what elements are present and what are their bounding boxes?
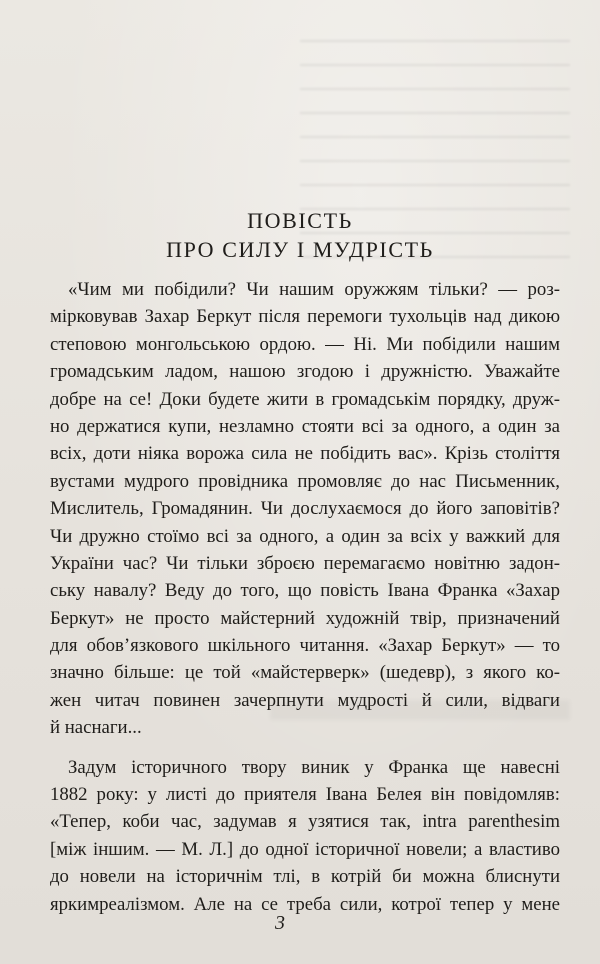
- text-line: но держатися купи, незламно стояти всі за одного, а один за: [50, 415, 560, 437]
- text-line: Задум історичного твору виник у Франка ще навесні: [68, 756, 560, 778]
- text-line: для обов’язкового шкільного читання. «Захар Беркут» — то: [50, 635, 560, 657]
- body-text: [50, 276, 560, 918]
- text-line: Мислитель, Громадянин. Чи дослухаємося до його заповітів?: [50, 498, 560, 520]
- text-line: 1882 року: у листі до приятеля Івана Белея він повідомляв:: [50, 784, 560, 806]
- text-line: Беркут» не просто майстерний художній твір, призначений: [50, 607, 560, 629]
- text-line: вустами мудрого провідника промовляє до нас Письменник,: [50, 470, 560, 492]
- paragraph-gap: [50, 742, 560, 754]
- text-line: громадським ладом, нашою згодою і дружністю. Уважайте: [50, 361, 560, 383]
- paragraph-1: [50, 276, 560, 742]
- text-line: Чи дружно стоїмо всі за одного, а один за всіх у важкий для: [50, 525, 560, 547]
- chapter-title-line-2: ПРО СИЛУ І МУДРІСТЬ: [166, 237, 434, 262]
- text-line: значно більше: це той «майстерверк» (шедевр), з якого ко-: [50, 662, 560, 684]
- chapter-title: [0, 206, 600, 264]
- text-line: «Тепер, коби час, задумав я узятися так, intra parenthesim: [50, 811, 560, 833]
- text-line: всіх, доти ніяка ворожа сила не побідить вас». Крізь століття: [50, 443, 560, 465]
- text-line: й наснаги...: [50, 717, 142, 739]
- chapter-title-line-1: ПОВІСТЬ: [247, 208, 353, 233]
- text-line: добре на се! Доки будете жити в громадськім порядку, друж-: [50, 388, 560, 410]
- text-line: України час? Чи тільки зброєю перемагаємо новітню задон-: [50, 552, 560, 574]
- text-line: до новели на історичнім тлі, в котрій би можна блиснути: [50, 866, 560, 888]
- text-line: жен читач повинен зачерпнути мудрості й сили, відваги: [50, 689, 560, 711]
- text-line: степовою монгольською ордою. — Ні. Ми побідили нашим: [50, 333, 560, 355]
- text-line: «Чим ми побідили? Чи нашим оружжям тільки? — роз-: [68, 279, 560, 300]
- text-line: ську навалу? Веду до того, що повість Івана Франка «Захар: [50, 580, 560, 602]
- text-line: мірковував Захар Беркут після перемоги тухольців над дикою: [50, 306, 560, 328]
- page-number: 3: [275, 912, 285, 934]
- paragraph-2: [50, 754, 560, 918]
- text-line: яркимреалізмом. Але на се треба сили, котрої тепер у мене: [50, 893, 560, 915]
- text-line: [між іншим. — М. Л.] до одної історичної новели; а властиво: [50, 838, 560, 860]
